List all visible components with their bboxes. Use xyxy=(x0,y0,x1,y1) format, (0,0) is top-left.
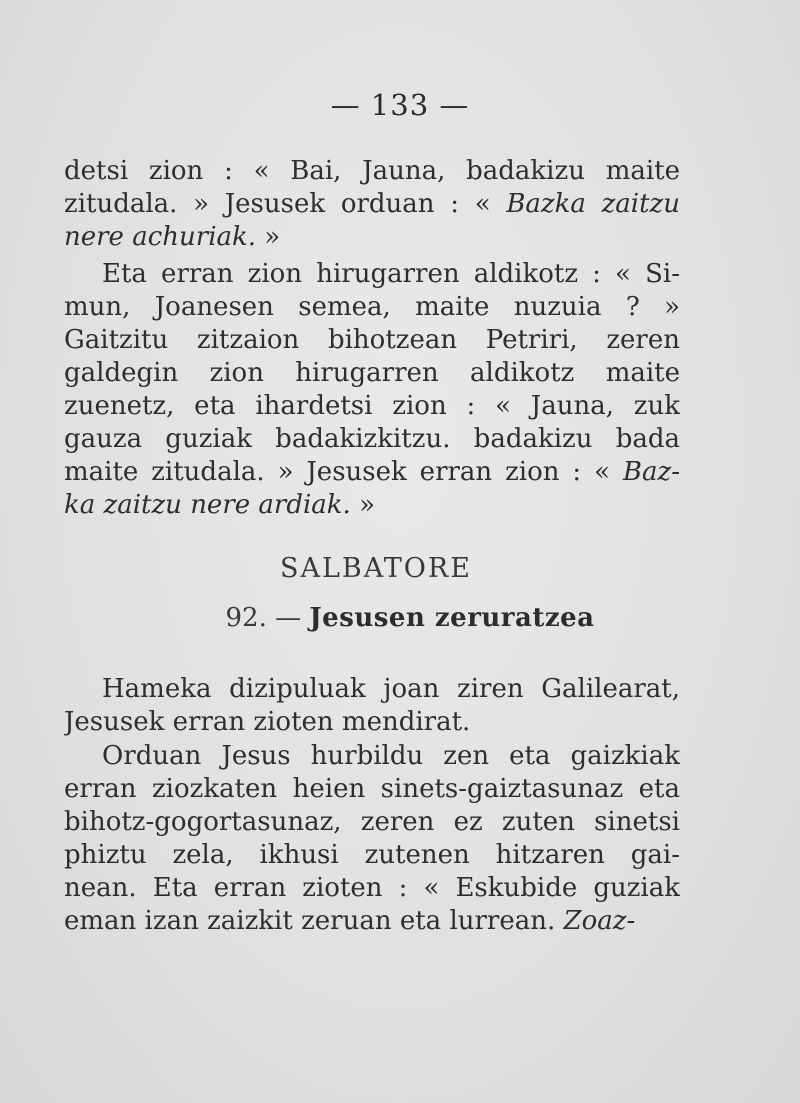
italic-text: ka zaitzu nere ardiak. xyxy=(64,490,351,520)
text-run: » xyxy=(256,222,281,252)
chapter-title: Jesusen zeruratzea xyxy=(309,603,595,633)
chapter-heading xyxy=(0,603,800,633)
paragraph-3 xyxy=(64,673,680,739)
text-line: Orduan Jesus hurbildu zen eta gaizkiak xyxy=(102,741,680,771)
text-line: gauza guziak badakizkitzu. badakizu bada xyxy=(64,424,680,454)
text-line: Jesusek erran zioten mendirat. xyxy=(64,707,471,737)
italic-text: Baz- xyxy=(622,457,680,487)
text-line: mun, Joanesen semea, maite nuzuia ? » xyxy=(64,292,680,322)
italic-text: Bazka zaitzu xyxy=(506,189,680,219)
text-line xyxy=(64,456,680,489)
italic-text: nere achuriak. xyxy=(64,222,257,252)
text-line: galdegin zion hirugarren aldikotz maite xyxy=(64,358,680,388)
italic-text: Zoaz- xyxy=(563,906,636,936)
page-number: — 133 — xyxy=(330,88,470,122)
text-run: maite zitudala. » Jesusek erran zion : « xyxy=(64,457,623,487)
text-line xyxy=(64,188,680,221)
section-title: SALBATORE xyxy=(280,553,472,584)
text-line xyxy=(64,489,680,522)
text-run: eman izan zaizkit zeruan eta lurrean. xyxy=(64,906,564,936)
text-line: bihotz-gogortasunaz, zeren ez zuten sinetsi xyxy=(64,807,680,837)
text-line: detsi zion : « Bai, Jauna, badakizu maite xyxy=(64,156,680,186)
text-line: erran ziozkaten heien sinets-gaiztasunaz eta xyxy=(64,774,680,804)
text-line xyxy=(64,221,680,254)
text-line xyxy=(64,905,680,938)
paragraph-2 xyxy=(64,258,680,522)
chapter-number: 92. — xyxy=(225,603,302,633)
text-run: zitudala. » Jesusek orduan : « xyxy=(64,189,507,219)
text-line: nean. Eta erran zioten : « Eskubide guziak xyxy=(64,873,680,903)
text-line: Eta erran zion hirugarren aldikotz : « Si- xyxy=(102,259,680,289)
paragraph-4 xyxy=(64,740,680,938)
text-line: Hameka dizipuluak joan ziren Galilearat, xyxy=(102,674,680,704)
text-run: » xyxy=(350,490,375,520)
text-line: phiztu zela, ikhusi zutenen hitzaren gai- xyxy=(64,840,680,870)
text-line: zuenetz, eta ihardetsi zion : « Jauna, zuk xyxy=(64,391,680,421)
text-line: Gaitzitu zitzaion bihotzean Petriri, zeren xyxy=(64,325,680,355)
paragraph-1 xyxy=(64,155,680,254)
